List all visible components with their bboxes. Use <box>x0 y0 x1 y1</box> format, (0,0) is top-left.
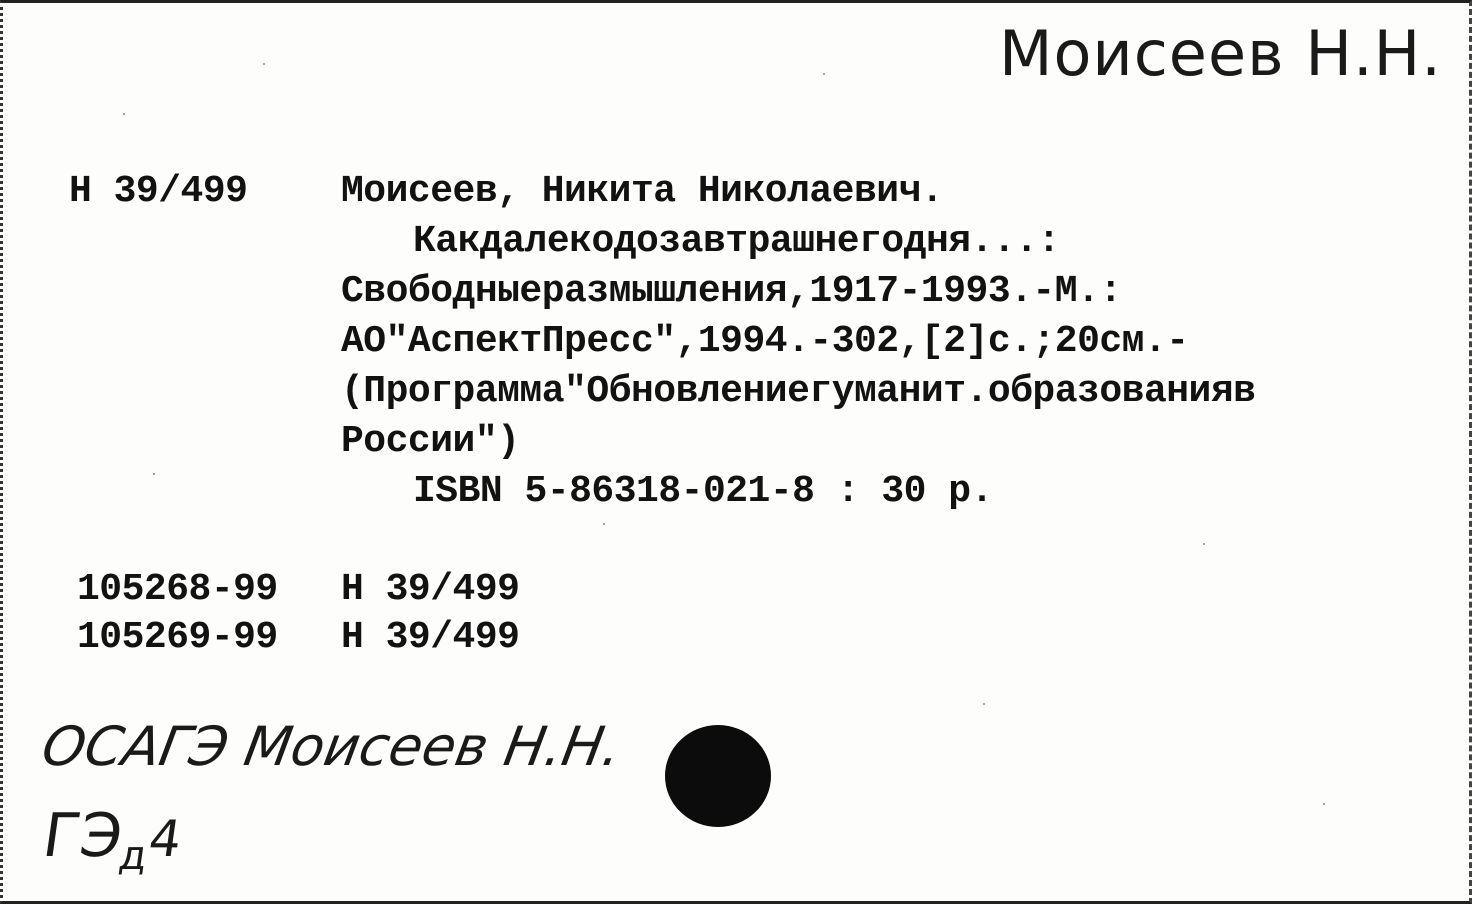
description-word: гуманит. <box>809 370 988 413</box>
description-word: Пресс", <box>541 320 698 363</box>
dust-speck <box>153 473 155 475</box>
description-line <box>341 317 1451 367</box>
description-word: с.; <box>987 320 1055 363</box>
handwritten-note: ОСАГЭ Моисеев Н.Н. <box>37 715 627 778</box>
handwritten-author-heading: Моисеев Н.Н. <box>999 17 1443 90</box>
punch-hole <box>665 725 771 827</box>
dust-speck <box>263 63 265 65</box>
dust-speck <box>1323 803 1325 805</box>
description-word: 20 <box>1054 320 1100 363</box>
isbn-line: ISBN 5-86318-021-8 : 30 р. <box>413 470 993 513</box>
description-line <box>341 417 1451 467</box>
description-line <box>341 267 1451 317</box>
description-word: дня...: <box>903 220 1060 263</box>
dust-speck <box>123 113 125 115</box>
description-word: России") <box>341 420 520 463</box>
handwritten-code <box>38 801 187 879</box>
description-word: 1917-1993.- <box>809 270 1055 313</box>
description-line <box>341 367 1451 417</box>
description-word: завтрашнего <box>658 220 904 263</box>
bibliographic-description <box>341 167 1451 517</box>
dust-speck <box>823 73 825 75</box>
description-line <box>341 217 1451 267</box>
holding-inventory: 105269-99 <box>77 616 278 659</box>
description-word: 1994.- <box>697 320 832 363</box>
description-word: (Программа <box>341 370 565 413</box>
description-word: размышления, <box>541 270 810 313</box>
description-word: см.- <box>1099 320 1189 363</box>
description-word: в <box>1233 370 1256 413</box>
holding-call-number: Н 39/499 <box>341 616 520 659</box>
holding-call-number: Н 39/499 <box>341 568 520 611</box>
handwritten-code-main: ГЭ <box>38 801 127 871</box>
description-word: Свободные <box>341 270 542 313</box>
handwritten-code-sub: д <box>116 833 151 879</box>
description-word: [2] <box>920 320 988 363</box>
handwritten-code-tail: 4 <box>145 810 186 868</box>
dust-speck <box>983 703 985 705</box>
description-word: "Обновление <box>564 370 810 413</box>
dust-speck <box>1203 543 1205 545</box>
call-number: Н 39/499 <box>69 170 248 213</box>
description-word: АО"Аспект <box>341 320 542 363</box>
author-heading: Моисеев, Никита Николаевич. <box>341 170 944 213</box>
description-word: М.: <box>1054 270 1122 313</box>
description-word: 302, <box>831 320 921 363</box>
holding-inventory: 105268-99 <box>77 568 278 611</box>
description-word: образования <box>987 370 1234 413</box>
description-word: Как <box>413 220 480 263</box>
dust-speck <box>603 523 605 525</box>
description-word: до <box>613 220 659 263</box>
description-word: далеко <box>479 220 614 263</box>
